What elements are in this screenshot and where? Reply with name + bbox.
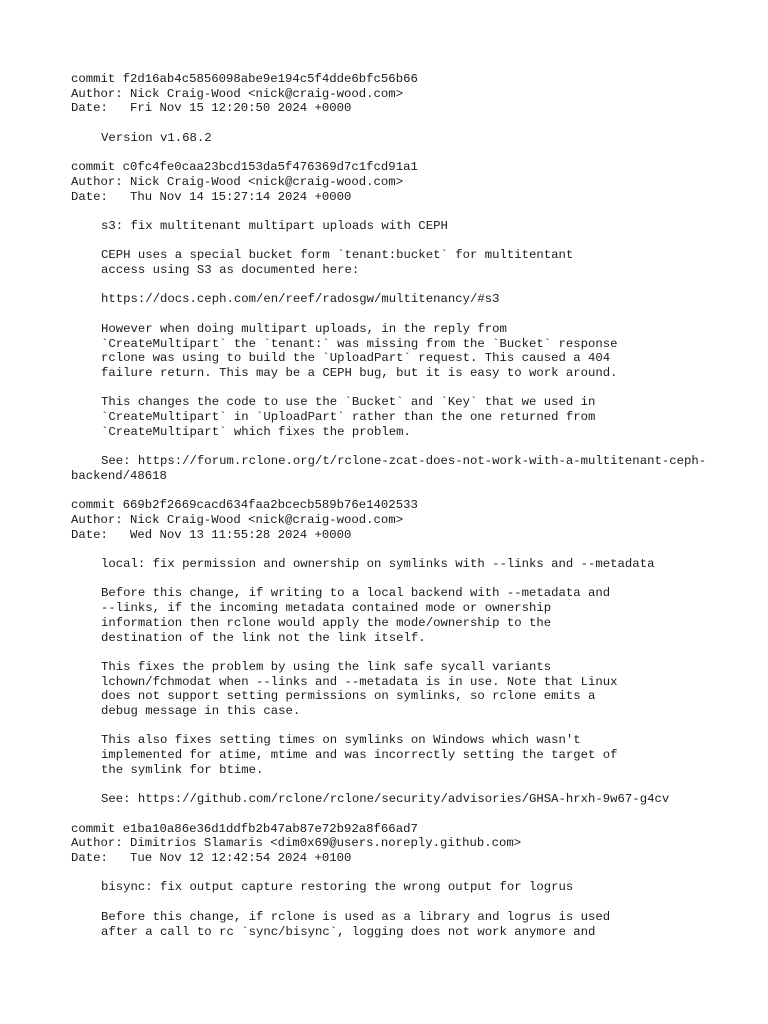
commit-body-paragraph: However when doing multipart uploads, in the reply from `CreateMultipart` the `tenant:` was missing from the `Bucket` response rclone was using to build the `UploadPart` request. This caused a 404 failure return. This may be a CEPH bug, but it is easy to work around.: [101, 321, 618, 380]
commit-message: [71, 131, 761, 146]
commit-message: [71, 557, 761, 807]
commit-subject: local: fix permission and ownership on symlinks with --links and --metadata: [101, 557, 655, 572]
commit-entry: [71, 72, 761, 146]
commit-subject: bisync: fix output capture restoring the wrong output for logrus: [101, 880, 574, 895]
commit-hash-line: commit c0fc4fe0caa23bcd153da5f476369d7c1fcd91a1: [71, 160, 418, 175]
commit-author-line: Author: Nick Craig-Wood <nick@craig-wood.com>: [71, 174, 404, 189]
commit-body-paragraph: Before this change, if rclone is used as a library and logrus is used after a call to rc `sync/bisync`, logging does not work anymore and: [101, 909, 611, 939]
commit-hash-line: commit e1ba10a86e36d1ddfb2b47ab87e72b92a8f66ad7: [71, 821, 418, 836]
commit-entry: [71, 498, 761, 807]
git-log-document: [71, 72, 761, 939]
commit-body-paragraph: Before this change, if writing to a local backend with --metadata and --links, if the incoming metadata contained mode or ownership information then rclone would apply the mode/ownership to the destination of the link not the link itself.: [101, 586, 611, 645]
commit-body-paragraph: This also fixes setting times on symlinks on Windows which wasn't implemented for atime, mtime and was incorrectly setting the target of the symlink for btime.: [101, 733, 618, 777]
commit-body-paragraph: This changes the code to use the `Bucket` and `Key` that we used in `CreateMultipart` in `UploadPart` rather than the one returned from `CreateMultipart` which fixes the problem.: [101, 395, 596, 439]
commit-date-line: Date: Thu Nov 14 15:27:14 2024 +0000: [71, 189, 352, 204]
commit-body-paragraph: https://docs.ceph.com/en/reef/radosgw/multitenancy/#s3: [101, 292, 500, 307]
commit-subject: s3: fix multitenant multipart uploads with CEPH: [101, 218, 448, 233]
commit-author-line: Author: Nick Craig-Wood <nick@craig-wood.com>: [71, 86, 404, 101]
commit-message: [71, 219, 761, 484]
commit-hash-line: commit f2d16ab4c5856098abe9e194c5f4dde6bfc56b66: [71, 72, 418, 86]
commit-author-line: Author: Nick Craig-Wood <nick@craig-wood.com>: [71, 512, 404, 527]
commit-entry: [71, 822, 761, 940]
commit-hash-line: commit 669b2f2669cacd634faa2bcecb589b76e1402533: [71, 498, 418, 513]
commit-body-paragraph: This fixes the problem by using the link safe sycall variants lchown/fchmodat when --links and --metadata is in use. Note that Linux does not support setting permissions on symlinks, so rclone emits a debug message in this case.: [101, 659, 618, 719]
commit-see-link: See: https://forum.rclone.org/t/rclone-zcat-does-not-work-with-a-multitenant-ceph-backend/48618: [71, 454, 707, 483]
commit-see-link: See: https://github.com/rclone/rclone/security/advisories/GHSA-hrxh-9w67-g4cv: [101, 792, 670, 807]
commit-date-line: Date: Wed Nov 13 11:55:28 2024 +0000: [71, 527, 352, 542]
commit-author-line: Author: Dimitrios Slamaris <dim0x69@users.noreply.github.com>: [71, 836, 522, 851]
commit-entry: [71, 160, 761, 483]
commit-message: [71, 880, 761, 939]
commit-subject: Version v1.68.2: [101, 130, 212, 145]
commit-date-line: Date: Fri Nov 15 12:20:50 2024 +0000: [71, 101, 352, 116]
commit-date-line: Date: Tue Nov 12 12:42:54 2024 +0100: [71, 851, 352, 866]
commit-body-paragraph: CEPH uses a special bucket form `tenant:bucket` for multitentant access using S3 as documented here:: [101, 248, 574, 278]
